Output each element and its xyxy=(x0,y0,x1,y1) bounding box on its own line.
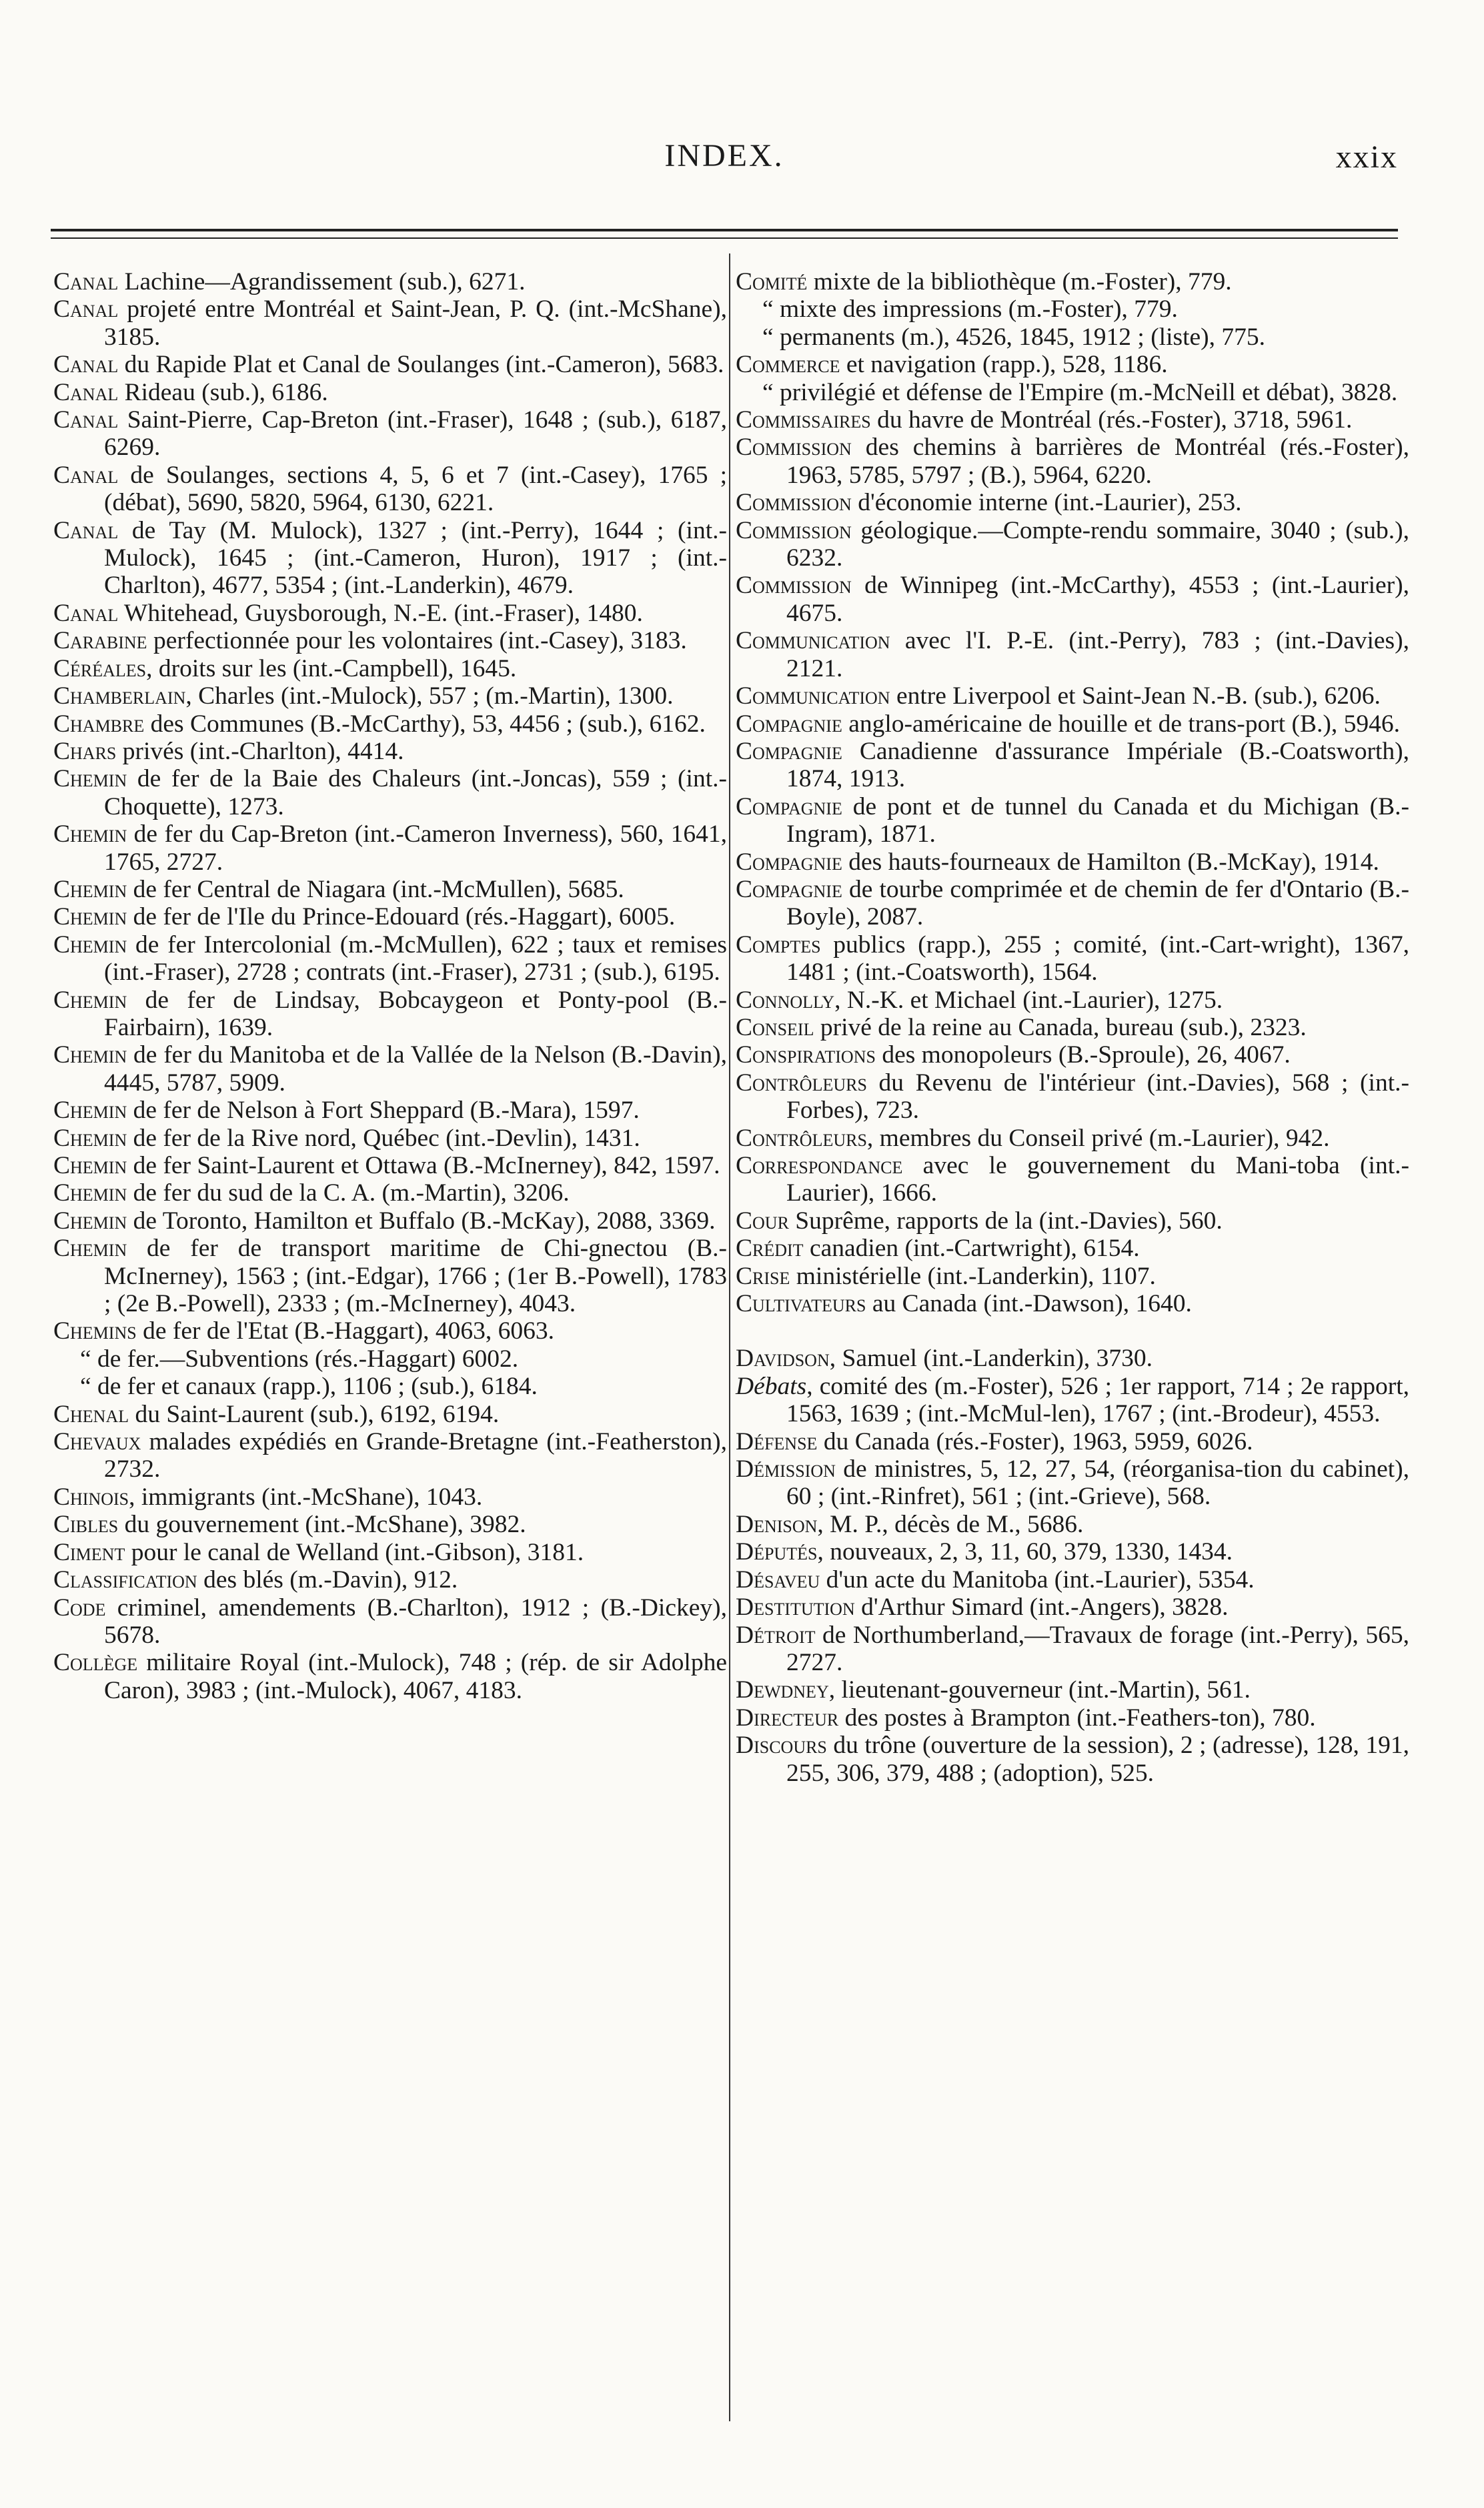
index-entry xyxy=(53,1428,727,1483)
entry-keyword: Code xyxy=(53,1594,106,1622)
index-entry xyxy=(736,738,1409,793)
entry-keyword: Contrôleurs xyxy=(736,1124,867,1152)
entry-text: , immigrants (int.-McShane), 1043. xyxy=(129,1483,483,1511)
index-entry xyxy=(53,903,727,930)
entry-keyword: Chemin xyxy=(53,1235,127,1263)
entry-text: publics (rapp.), 255 ; comité, (int.-Cart-wright), 1367, 1481 ; (int.-Coatsworth), 1564. xyxy=(786,930,1409,987)
entry-keyword: Cultivateurs xyxy=(736,1290,866,1318)
entry-text: de tourbe comprimée et de chemin de fer d'Ontario (B.-Boyle), 2087. xyxy=(786,875,1409,931)
entry-text: canadien (int.-Cartwright), 6154. xyxy=(803,1235,1140,1263)
entry-keyword: Députés xyxy=(736,1538,818,1566)
page-number: xxix xyxy=(1335,139,1398,175)
entry-keyword: Communication xyxy=(736,627,890,655)
index-entry xyxy=(736,1732,1409,1787)
entry-text: de Northumberland,—Travaux de forage (int.-Perry), 565, 2727. xyxy=(786,1621,1409,1676)
entry-keyword: Chemin xyxy=(53,1097,127,1125)
entry-text: de fer de l'Etat (B.-Haggart), 4063, 6063. xyxy=(136,1317,555,1345)
index-entry xyxy=(736,1538,1409,1565)
entry-keyword: Crédit xyxy=(736,1235,804,1263)
index-entry xyxy=(53,1649,727,1704)
entry-text: Rideau (sub.), 6186. xyxy=(118,378,328,406)
index-entry xyxy=(53,738,727,765)
entry-text: de fer.—Subventions (rés.-Haggart) 6002. xyxy=(91,1345,519,1373)
entry-text: d'économie interne (int.-Laurier), 253. xyxy=(851,489,1242,517)
index-entry xyxy=(736,1207,1409,1235)
index-entry xyxy=(736,1041,1409,1069)
entry-keyword: “ xyxy=(80,1345,91,1373)
entry-text: de ministres, 5, 12, 27, 54, (réorganisa-tion du cabinet), 60 ; (int.-Rinfret), 561 ; (int.-Grieve), 568. xyxy=(786,1455,1409,1511)
entry-text: , lieutenant-gouverneur (int.-Martin), 561. xyxy=(828,1676,1251,1704)
index-entry xyxy=(736,434,1409,489)
index-entry xyxy=(53,1511,727,1538)
entry-keyword: Comptes xyxy=(736,930,821,959)
index-entry xyxy=(736,793,1409,848)
entry-text: des chemins à barrières de Montréal (rés.-Foster), 1963, 5785, 5797 ; (B.), 5964, 6220. xyxy=(786,434,1409,489)
index-entry xyxy=(736,1511,1409,1538)
entry-keyword: Commissaires xyxy=(736,406,871,434)
entry-keyword: Cour xyxy=(736,1207,789,1235)
entry-text: géologique.—Compte-rendu sommaire, 3040 ; (sub.), 6232. xyxy=(786,516,1409,572)
entry-keyword: Discours xyxy=(736,1732,827,1760)
entry-keyword: Compagnie xyxy=(736,792,842,820)
entry-text: militaire Royal (int.-Mulock), 748 ; (rép. de sir Adolphe Caron), 3983 ; (int.-Mulock), 4067, 4183. xyxy=(104,1649,727,1704)
entry-keyword: Démission xyxy=(736,1455,836,1483)
entry-text: Whitehead, Guysborough, N.-E. (int.-Fraser), 1480. xyxy=(118,599,643,627)
index-entry xyxy=(53,1317,727,1345)
index-entry xyxy=(53,876,727,903)
entry-text: de Winnipeg (int.-McCarthy), 4553 ; (int.-Laurier), 4675. xyxy=(786,572,1409,627)
page-header xyxy=(51,137,1398,191)
index-entry xyxy=(53,1345,727,1373)
entry-keyword: Cibles xyxy=(53,1511,119,1539)
entry-text: d'un acte du Manitoba (int.-Laurier), 5354. xyxy=(820,1565,1255,1594)
entry-text: d'Arthur Simard (int.-Angers), 3828. xyxy=(854,1594,1229,1622)
entry-text: de fer de Nelson à Fort Sheppard (B.-Mara), 1597. xyxy=(127,1097,640,1125)
index-entry xyxy=(53,987,727,1042)
entry-text: Suprême, rapports de la (int.-Davies), 560. xyxy=(788,1207,1223,1235)
index-entry xyxy=(53,517,727,600)
entry-keyword: Contrôleurs xyxy=(736,1069,867,1097)
index-entry xyxy=(736,489,1409,516)
entry-keyword: Commerce xyxy=(736,351,840,379)
entry-keyword: Chemin xyxy=(53,903,127,931)
entry-text: au Canada (int.-Dawson), 1640. xyxy=(866,1290,1192,1318)
entry-text: , Samuel (int.-Landerkin), 3730. xyxy=(829,1345,1153,1373)
entry-text: des blés (m.-Davin), 912. xyxy=(197,1566,458,1594)
entry-keyword: Chemin xyxy=(53,1124,127,1152)
entry-keyword: Canal xyxy=(53,268,119,295)
entry-text: des hauts-fourneaux de Hamilton (B.-McKay), 1914. xyxy=(842,848,1379,876)
entry-keyword: Ciment xyxy=(53,1538,125,1566)
entry-keyword: “ xyxy=(762,323,774,351)
entry-text: , comité des (m.-Foster), 526 ; 1er rapport, 714 ; 2e rapport, 1563, 1639 ; (int.-McMul-len), 1767 ; (int.-Brodeur), 4553. xyxy=(786,1372,1409,1428)
entry-keyword: Canal xyxy=(53,461,119,489)
index-entry xyxy=(736,1235,1409,1262)
entry-keyword: Compagnie xyxy=(736,710,842,738)
entry-text: avec l'I. P.-E. (int.-Perry), 783 ; (int.-Davies), 2121. xyxy=(786,627,1409,682)
entry-keyword: Destitution xyxy=(736,1594,855,1622)
index-entry xyxy=(736,517,1409,572)
section-gap xyxy=(736,1317,1409,1345)
entry-keyword: Compagnie xyxy=(736,875,842,903)
entry-keyword: Chemin xyxy=(53,930,127,959)
entry-text: du gouvernement (int.-McShane), 3982. xyxy=(118,1511,526,1539)
entry-keyword: Chemin xyxy=(53,1179,127,1207)
index-entry xyxy=(53,1373,727,1400)
entry-keyword: Comité xyxy=(736,268,808,295)
entry-keyword: Chemins xyxy=(53,1317,137,1345)
entry-text: du Rapide Plat et Canal de Soulanges (int.-Cameron), 5683. xyxy=(118,351,724,379)
index-entry xyxy=(736,931,1409,987)
entry-keyword: Communication xyxy=(736,682,890,710)
entry-keyword: Chemin xyxy=(53,986,127,1014)
entry-keyword: Denison xyxy=(736,1510,818,1538)
index-entry xyxy=(736,1566,1409,1594)
index-entry xyxy=(53,406,727,462)
entry-text: des monopoleurs (B.-Sproule), 26, 4067. xyxy=(875,1041,1291,1069)
index-entry xyxy=(736,268,1409,295)
entry-keyword: Carabine xyxy=(53,627,147,655)
index-entry xyxy=(53,1566,727,1594)
entry-text: de fer de la Rive nord, Québec (int.-Devlin), 1431. xyxy=(127,1124,640,1152)
entry-keyword: Chemin xyxy=(53,1152,127,1179)
index-entry xyxy=(736,876,1409,931)
entry-text: de fer du Cap-Breton (int.-Cameron Inverness), 560, 1641, 1765, 2727. xyxy=(104,820,727,876)
entry-keyword: Chevaux xyxy=(53,1428,141,1456)
entry-text: de fer de transport maritime de Chi-gnectou (B.-McInerney), 1563 ; (int.-Edgar), 1766 ; (1er B.-Powell), 1783 ; (2e B.-Powell), 2333 ; (m.-McInerney), 4043. xyxy=(104,1235,727,1318)
index-entry xyxy=(736,1290,1409,1317)
entry-text: , nouveaux, 2, 3, 11, 60, 379, 1330, 1434. xyxy=(817,1538,1233,1566)
index-entry xyxy=(736,295,1409,323)
entry-text: Lachine—Agrandissement (sub.), 6271. xyxy=(118,268,526,295)
entry-keyword: Collège xyxy=(53,1649,138,1677)
entry-keyword: Céréales xyxy=(53,654,147,682)
index-entry xyxy=(53,710,727,738)
entry-keyword: Chars xyxy=(53,737,117,765)
entry-text: de Tay (M. Mulock), 1327 ; (int.-Perry), 1644 ; (int.-Mulock), 1645 ; (int.-Cameron, Huron), 1917 ; (int.-Charlton), 4677, 5354 ; (int.-Landerkin), 4679. xyxy=(104,516,727,600)
index-entry xyxy=(736,1704,1409,1732)
entry-text: de fer Central de Niagara (int.-McMullen), 5685. xyxy=(127,875,624,903)
index-entry xyxy=(53,820,727,876)
index-entry xyxy=(53,1539,727,1566)
entry-text: mixte de la bibliothèque (m.-Foster), 779. xyxy=(807,268,1232,295)
index-entry xyxy=(53,627,727,654)
entry-keyword: Débats xyxy=(736,1372,807,1400)
entry-keyword: Classification xyxy=(53,1566,197,1594)
index-entry xyxy=(53,1152,727,1179)
index-entry xyxy=(53,765,727,820)
index-entry xyxy=(53,268,727,295)
entry-keyword: “ xyxy=(762,295,774,324)
entry-text: du Saint-Laurent (sub.), 6192, 6194. xyxy=(129,1400,500,1428)
entry-keyword: Dewdney xyxy=(736,1676,829,1704)
index-entry xyxy=(736,1152,1409,1207)
index-entry xyxy=(53,462,727,517)
entry-text: privés (int.-Charlton), 4414. xyxy=(116,737,404,765)
index-entry xyxy=(53,295,727,351)
index-entry xyxy=(736,351,1409,378)
index-column-left xyxy=(53,268,727,1704)
index-entry xyxy=(736,1676,1409,1704)
index-entry xyxy=(53,351,727,378)
index-entry xyxy=(53,1594,727,1650)
index-entry xyxy=(53,1125,727,1152)
entry-text: de fer du sud de la C. A. (m.-Martin), 3206. xyxy=(127,1179,570,1207)
index-entry xyxy=(53,682,727,710)
entry-text: projeté entre Montréal et Saint-Jean, P. Q. (int.-McShane), 3185. xyxy=(104,295,727,351)
entry-text: de fer de la Baie des Chaleurs (int.-Joncas), 559 ; (int.-Choquette), 1273. xyxy=(104,765,727,820)
entry-text: de fer de Lindsay, Bobcaygeon et Ponty-pool (B.-Fairbairn), 1639. xyxy=(104,986,727,1041)
index-entry xyxy=(736,1069,1409,1125)
entry-text: privé de la reine au Canada, bureau (sub.), 2323. xyxy=(814,1013,1307,1041)
index-entry xyxy=(53,931,727,987)
entry-keyword: Canal xyxy=(53,516,119,544)
entry-text: de fer de l'Ile du Prince-Edouard (rés.-Haggart), 6005. xyxy=(127,903,676,931)
entry-keyword: Commission xyxy=(736,489,852,517)
entry-text: criminel, amendements (B.-Charlton), 1912 ; (B.-Dickey), 5678. xyxy=(104,1594,727,1649)
index-entry xyxy=(736,1125,1409,1152)
index-entry xyxy=(736,1345,1409,1372)
entry-text: de fer Saint-Laurent et Ottawa (B.-McInerney), 842, 1597. xyxy=(127,1152,720,1179)
index-entry xyxy=(736,987,1409,1014)
index-entry xyxy=(736,1622,1409,1677)
entry-text: , M. P., décès de M., 5686. xyxy=(817,1510,1084,1538)
entry-text: , Charles (int.-Mulock), 557 ; (m.-Martin), 1300. xyxy=(185,682,674,710)
index-entry xyxy=(53,1097,727,1124)
index-entry xyxy=(736,1373,1409,1428)
entry-text: du trône (ouverture de la session), 2 ; (adresse), 128, 191, 255, 306, 379, 488 ; (adoption), 525. xyxy=(786,1732,1409,1787)
entry-keyword: Directeur xyxy=(736,1704,839,1732)
entry-keyword: Commission xyxy=(736,516,852,544)
index-entry xyxy=(736,1263,1409,1290)
entry-keyword: Canal xyxy=(53,295,119,324)
index-entry xyxy=(736,848,1409,876)
entry-text: , droits sur les (int.-Campbell), 1645. xyxy=(146,654,517,682)
index-column-right xyxy=(736,268,1409,1787)
entry-keyword: Conspirations xyxy=(736,1041,876,1069)
index-entry xyxy=(736,710,1409,738)
entry-keyword: “ xyxy=(80,1373,91,1401)
entry-keyword: Chinois xyxy=(53,1483,129,1511)
entry-text: Canadienne d'assurance Impériale (B.-Coatsworth), 1874, 1913. xyxy=(786,737,1409,793)
entry-text: entre Liverpool et Saint-Jean N.-B. (sub.), 6206. xyxy=(890,682,1381,710)
entry-text: du Canada (rés.-Foster), 1963, 5959, 6026. xyxy=(817,1427,1253,1455)
index-entry xyxy=(736,682,1409,710)
entry-keyword: Chemin xyxy=(53,875,127,903)
column-separator xyxy=(729,253,730,2421)
entry-keyword: Conseil xyxy=(736,1013,814,1041)
entry-keyword: Chambre xyxy=(53,710,145,738)
index-entry xyxy=(53,379,727,406)
entry-keyword: Correspondance xyxy=(736,1152,903,1179)
entry-keyword: Canal xyxy=(53,378,119,406)
index-entry xyxy=(736,379,1409,406)
entry-text: privilégié et défense de l'Empire (m.-McNeill et débat), 3828. xyxy=(773,378,1398,406)
entry-text: du havre de Montréal (rés.-Foster), 3718, 5961. xyxy=(870,406,1353,434)
entry-text: ministérielle (int.-Landerkin), 1107. xyxy=(790,1262,1156,1290)
index-entry xyxy=(736,627,1409,682)
entry-keyword: Commission xyxy=(736,572,852,600)
entry-keyword: Canal xyxy=(53,406,119,434)
index-entry xyxy=(736,1594,1409,1621)
entry-keyword: Compagnie xyxy=(736,737,842,765)
index-entry xyxy=(736,406,1409,434)
entry-text: de Toronto, Hamilton et Buffalo (B.-McKay), 2088, 3369. xyxy=(127,1207,716,1235)
entry-text: pour le canal de Welland (int.-Gibson), 3181. xyxy=(125,1538,584,1566)
entry-keyword: Chemin xyxy=(53,1207,127,1235)
entry-keyword: Canal xyxy=(53,599,119,627)
entry-text: des Communes (B.-McCarthy), 53, 4456 ; (sub.), 6162. xyxy=(144,710,706,738)
entry-keyword: “ xyxy=(762,378,774,406)
entry-keyword: Crise xyxy=(736,1262,790,1290)
index-entry xyxy=(736,1455,1409,1511)
entry-text: de Soulanges, sections 4, 5, 6 et 7 (int.-Casey), 1765 ; (débat), 5690, 5820, 5964, 6130, 6221. xyxy=(104,461,727,517)
entry-keyword: Commission xyxy=(736,434,852,462)
entry-keyword: Connolly xyxy=(736,986,835,1014)
entry-keyword: Canal xyxy=(53,351,119,379)
index-entry xyxy=(53,1235,727,1317)
index-entry xyxy=(736,1014,1409,1041)
index-entry xyxy=(53,1041,727,1097)
entry-text: Saint-Pierre, Cap-Breton (int.-Fraser), 1648 ; (sub.), 6187, 6269. xyxy=(104,406,727,462)
index-entry xyxy=(53,600,727,627)
entry-text: mixte des impressions (m.-Foster), 779. xyxy=(773,295,1178,324)
entry-keyword: Chemin xyxy=(53,820,127,848)
entry-keyword: Chenal xyxy=(53,1400,129,1428)
index-entry xyxy=(53,1179,727,1207)
entry-keyword: Compagnie xyxy=(736,848,842,876)
entry-keyword: Détroit xyxy=(736,1621,816,1649)
entry-text: , membres du Conseil privé (m.-Laurier), 942. xyxy=(866,1124,1330,1152)
entry-text: de fer et canaux (rapp.), 1106 ; (sub.), 6184. xyxy=(91,1373,538,1401)
entry-text: perfectionnée pour les volontaires (int.-Casey), 3183. xyxy=(147,627,687,655)
entry-text: de fer du Manitoba et de la Vallée de la Nelson (B.-Davin), 4445, 5787, 5909. xyxy=(104,1041,727,1097)
header-rule-thin xyxy=(51,237,1398,239)
index-entry xyxy=(736,1428,1409,1455)
entry-keyword: Défense xyxy=(736,1427,818,1455)
entry-keyword: Chemin xyxy=(53,1041,127,1069)
page-title: INDEX. xyxy=(664,138,784,173)
index-entry xyxy=(53,1483,727,1511)
entry-text: et navigation (rapp.), 528, 1186. xyxy=(840,351,1168,379)
entry-text: , N.-K. et Michael (int.-Laurier), 1275. xyxy=(834,986,1223,1014)
entry-text: malades expédiés en Grande-Bretagne (int.-Featherston), 2732. xyxy=(104,1428,727,1483)
entry-keyword: Chemin xyxy=(53,765,127,793)
entry-text: permanents (m.), 4526, 1845, 1912 ; (liste), 775. xyxy=(773,323,1266,351)
entry-keyword: Chamberlain xyxy=(53,682,186,710)
index-entry xyxy=(736,572,1409,627)
header-rule-thick xyxy=(51,229,1398,231)
entry-keyword: Désaveu xyxy=(736,1565,820,1594)
entry-keyword: Davidson xyxy=(736,1345,830,1373)
entry-text: de pont et de tunnel du Canada et du Michigan (B.-Ingram), 1871. xyxy=(786,792,1409,848)
entry-text: des postes à Brampton (int.-Feathers-ton), 780. xyxy=(838,1704,1316,1732)
entry-text: de fer Intercolonial (m.-McMullen), 622 ; taux et remises (int.-Fraser), 2728 ; contrats (int.-Fraser), 2731 ; (sub.), 6195. xyxy=(104,930,727,987)
entry-text: avec le gouvernement du Mani-toba (int.-Laurier), 1666. xyxy=(786,1152,1409,1207)
index-entry xyxy=(736,324,1409,351)
entry-text: du Revenu de l'intérieur (int.-Davies), 568 ; (int.-Forbes), 723. xyxy=(786,1069,1409,1125)
index-entry xyxy=(53,655,727,682)
entry-text: anglo-américaine de houille et de trans-port (B.), 5946. xyxy=(842,710,1401,738)
index-entry xyxy=(53,1207,727,1235)
index-entry xyxy=(53,1401,727,1428)
